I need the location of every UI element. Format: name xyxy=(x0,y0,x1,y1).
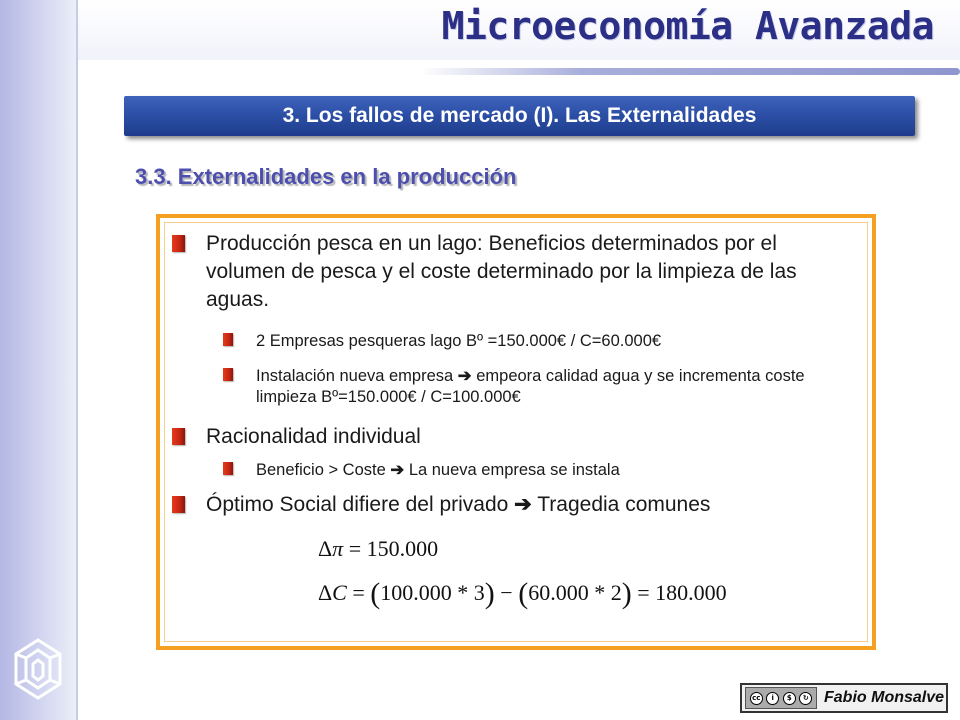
by-attribution-icon: i xyxy=(766,692,779,705)
bullet-nueva-empresa-text-a: Instalación nueva empresa xyxy=(256,367,454,385)
red-square-bullet-icon xyxy=(172,235,185,252)
sidebar-edge xyxy=(76,0,78,720)
title-underline xyxy=(420,68,960,75)
license-credit xyxy=(740,683,948,713)
formula-2-result: = 180.000 xyxy=(637,580,727,605)
university-logo-icon xyxy=(10,636,66,702)
c-variable: C xyxy=(332,580,347,605)
bullet-racionalidad xyxy=(172,423,852,451)
bullet-beneficio xyxy=(256,460,856,481)
bullet-empresas-text: 2 Empresas pesqueras lago Bº =150.000€ / C=60.000€ xyxy=(256,332,662,350)
minus-sign: − xyxy=(500,580,513,605)
arrow-right-icon: ➔ xyxy=(514,493,532,516)
arrow-right-icon: ➔ xyxy=(390,461,405,479)
bullet-optimo-text-b: Tragedia comunes xyxy=(537,493,711,516)
bullet-lago xyxy=(172,230,852,314)
bullet-optimo-social xyxy=(172,491,852,519)
bullet-racionalidad-text: Racionalidad individual xyxy=(206,425,421,448)
formula-2-term-2: 60.000 * 2 xyxy=(528,580,622,605)
red-square-bullet-icon xyxy=(223,368,233,381)
sa-sharealike-icon: ↻ xyxy=(799,692,812,705)
nc-noncommercial-icon: $ xyxy=(783,692,796,705)
bullet-lago-text: Producción pesca en un lago: Beneficios determinados por el volumen de pesca y el coste determinado por la limpieza de las aguas. xyxy=(206,232,797,311)
delta-symbol: Δ xyxy=(318,536,333,561)
author-name: Fabio Monsalve xyxy=(824,689,945,706)
bullet-beneficio-text-b: La nueva empresa se instala xyxy=(408,461,620,479)
red-square-bullet-icon xyxy=(223,333,233,346)
bullet-nueva-empresa xyxy=(256,366,856,408)
red-square-bullet-icon xyxy=(172,428,185,445)
formula-1-result: = 150.000 xyxy=(348,536,439,561)
subsection-title: 3.3. Externalidades en la producción xyxy=(135,164,517,189)
delta-symbol: Δ xyxy=(318,580,333,605)
bullet-nueva-empresa-text-b: empeora calidad agua y se incrementa coste limpieza Bº=150.000€ / C=100.000€ xyxy=(256,367,805,406)
arrow-right-icon: ➔ xyxy=(457,367,472,385)
bullet-optimo-social-text xyxy=(172,491,852,519)
red-square-bullet-icon xyxy=(223,462,233,475)
app-title: Microeconomía Avanzada xyxy=(441,4,934,48)
cc-icon: cc xyxy=(750,692,763,705)
section-header: 3. Los fallos de mercado (I). Las Externalidades xyxy=(124,96,915,136)
red-square-bullet-icon xyxy=(172,496,185,513)
bullet-optimo-text-a: Óptimo Social difiere del privado xyxy=(206,493,509,516)
bullet-empresas xyxy=(256,331,856,352)
pi-variable: π xyxy=(332,536,344,561)
cc-license-badge xyxy=(745,687,817,709)
left-sidebar-gradient xyxy=(0,0,76,720)
formula-2-term-1: 100.000 * 3 xyxy=(380,580,485,605)
formula-delta-pi xyxy=(318,536,438,562)
equals-sign: = xyxy=(352,580,365,605)
bullet-beneficio-text-a: Beneficio > Coste xyxy=(256,461,386,479)
formula-delta-c: ΔC = (100.000 * 3) − (60.000 * 2) = 180.000 xyxy=(318,577,727,610)
